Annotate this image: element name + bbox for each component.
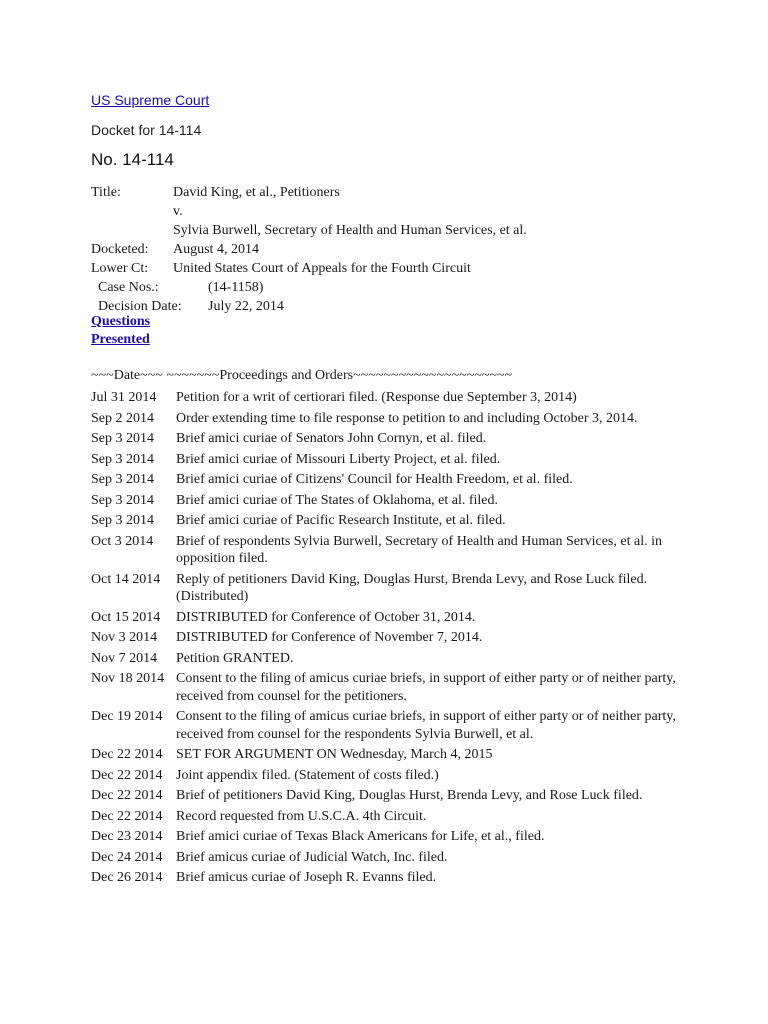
- entry-date: Dec 24 2014: [91, 849, 163, 865]
- docket-entry: [91, 869, 691, 887]
- entry-date: Sep 2 2014: [91, 410, 154, 426]
- entry-text: Joint appendix filed. (Statement of costs filed.): [176, 767, 439, 783]
- entry-date: Nov 3 2014: [91, 630, 158, 645]
- entry-text: Consent to the filing of amicus curiae briefs, in support of either party or of neither party, received from counsel for the petitioners.: [176, 671, 676, 704]
- entry-text: DISTRIBUTED for Conference of October 31, 2014.: [176, 609, 476, 625]
- docket-entry: [91, 828, 691, 846]
- entry-date: Nov 7 2014: [91, 650, 158, 666]
- entry-date: Nov 18 2014: [91, 671, 165, 686]
- entry-text: Brief amicus curiae of Judicial Watch, Inc. filed.: [176, 849, 448, 865]
- title-value-line3: Sylvia Burwell, Secretary of Health and Human Services, et al.: [173, 223, 527, 238]
- lower-court-value: United States Court of Appeals for the Fourth Circuit: [173, 261, 471, 276]
- docket-entry: [91, 767, 691, 785]
- entry-date: Oct 15 2014: [91, 609, 161, 625]
- entry-date: Jul 31 2014: [91, 390, 157, 405]
- entry-text: Brief amicus curiae of Joseph R. Evanns filed.: [176, 870, 437, 885]
- entry-text: Brief amici curiae of Senators John Cornyn, et al. filed.: [176, 431, 487, 446]
- docket-entries: [91, 389, 691, 890]
- entry-date: Oct 3 2014: [91, 533, 154, 549]
- case-number-title: No. 14-114: [91, 150, 174, 169]
- entry-text: Brief amici curiae of Missouri Liberty Project, et al. filed.: [176, 451, 501, 467]
- entry-date: Sep 3 2014: [91, 472, 154, 487]
- docket-entry: [91, 849, 691, 867]
- docket-entry: [91, 492, 691, 510]
- docket-entry: [91, 746, 691, 764]
- entry-text: Brief of respondents Sylvia Burwell, Secretary of Health and Human Services, et al. in opposition filed.: [176, 533, 662, 566]
- entry-text: Brief amici curiae of The States of Oklahoma, et al. filed.: [176, 492, 499, 508]
- docketed-value: August 4, 2014: [173, 242, 259, 257]
- entry-text: Brief amici curiae of Pacific Research Institute, et al. filed.: [176, 513, 506, 528]
- docket-entry: [91, 808, 691, 826]
- entry-date: Dec 19 2014: [91, 709, 163, 724]
- entry-date: Dec 22 2014: [91, 808, 163, 824]
- entry-text: Reply of petitioners David King, Douglas Hurst, Brenda Levy, and Rose Luck filed. (Distributed): [176, 571, 648, 604]
- entry-text: Petition GRANTED.: [176, 650, 294, 666]
- entry-date: Dec 22 2014: [91, 788, 163, 803]
- entry-text: Petition for a writ of certiorari filed. (Response due September 3, 2014): [176, 390, 577, 405]
- case-nos-value: (14-1158): [208, 280, 264, 295]
- title-value-line1: David King, et al., Petitioners: [173, 185, 340, 200]
- docket-entry: [91, 670, 691, 705]
- docket-entry: [91, 451, 691, 469]
- entry-text: Order extending time to file response to petition to and including October 3, 2014.: [176, 410, 638, 426]
- docket-entry: [91, 571, 691, 606]
- entry-text: SET FOR ARGUMENT ON Wednesday, March 4, 2015: [176, 747, 493, 762]
- docket-entry: [91, 389, 691, 407]
- entry-text: Consent to the filing of amicus curiae briefs, in support of either party or of neither party, received from counsel for the respondents Sylvia Burwell, et al.: [176, 709, 676, 742]
- entry-text: Brief amici curiae of Citizens' Council for Health Freedom, et al. filed.: [176, 472, 573, 487]
- entry-text: Brief of petitioners David King, Douglas Hurst, Brenda Levy, and Rose Luck filed.: [176, 788, 643, 803]
- docket-entry: [91, 787, 691, 805]
- title-value-line2: v.: [173, 204, 183, 219]
- proceedings-header: ~~~Date~~~ ~~~~~~~Proceedings and Orders~~~~~~~~~~~~~~~~~~~~~: [91, 368, 513, 383]
- entry-text: Record requested from U.S.C.A. 4th Circuit.: [176, 808, 427, 824]
- entry-date: Oct 14 2014: [91, 571, 161, 587]
- decision-date-label: Decision Date:: [98, 299, 182, 314]
- docket-entry: [91, 629, 691, 647]
- docket-entry: [91, 430, 691, 448]
- entry-date: Sep 3 2014: [91, 431, 154, 446]
- entry-date: Dec 26 2014: [91, 870, 163, 885]
- title-label: Title:: [91, 185, 121, 200]
- entry-text: Brief amici curiae of Texas Black Americans for Life, et al., filed.: [176, 829, 545, 844]
- entry-date: Dec 22 2014: [91, 747, 163, 762]
- entry-date: Dec 22 2014: [91, 767, 163, 783]
- docket-entry: [91, 533, 691, 568]
- entry-date: Sep 3 2014: [91, 513, 154, 528]
- docket-entry: [91, 708, 691, 743]
- docket-entry: [91, 650, 691, 668]
- docket-entry: [91, 410, 691, 428]
- entry-text: DISTRIBUTED for Conference of November 7, 2014.: [176, 630, 483, 645]
- case-nos-label: Case Nos.:: [98, 280, 159, 295]
- docket-heading: Docket for 14-114: [91, 122, 202, 138]
- docketed-label: Docketed:: [91, 242, 149, 257]
- entry-date: Sep 3 2014: [91, 451, 154, 467]
- decision-date-value: July 22, 2014: [208, 299, 284, 314]
- docket-entry: [91, 512, 691, 530]
- entry-date: Sep 3 2014: [91, 492, 154, 508]
- lower-court-label: Lower Ct:: [91, 261, 149, 276]
- us-supreme-court-link[interactable]: US Supreme Court: [91, 92, 210, 108]
- docket-entry: [91, 471, 691, 489]
- questions-presented-link[interactable]: Questions Presented: [91, 314, 151, 347]
- entry-date: Dec 23 2014: [91, 829, 163, 844]
- docket-entry: [91, 609, 691, 627]
